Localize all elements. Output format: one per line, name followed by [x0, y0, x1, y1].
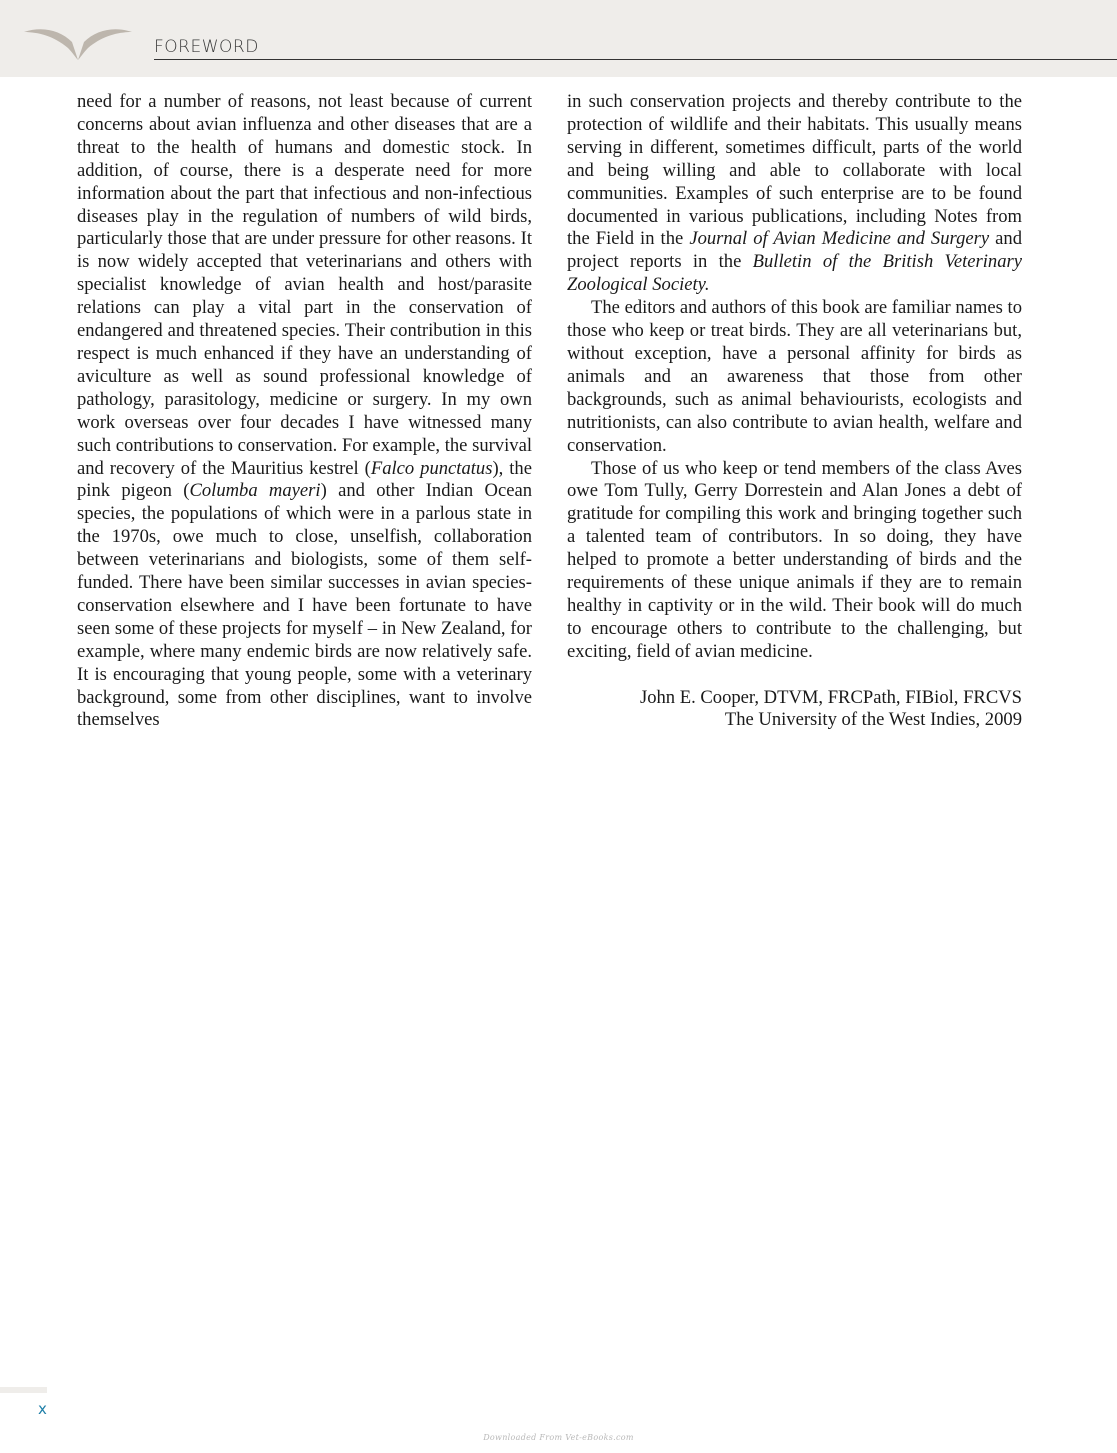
body-paragraph [77, 91, 532, 732]
page-tab-marker [0, 1387, 47, 1393]
text-column-right [567, 91, 1022, 732]
signature-name: John E. Cooper, DTVM, FRCPath, FIBiol, FRCVS [639, 686, 1022, 708]
italic-text: Falco punctatus [370, 457, 493, 479]
body-paragraph [567, 458, 1022, 664]
download-watermark: Downloaded From Vet-eBooks.com [483, 1433, 634, 1442]
text-run: need for a number of reasons, not least because of current concerns about avian influenza and other diseases that are a threat to the health of humans and domestic stock. In addition, of course, there is a desperate need for more information about the part that infectious and non-infectious diseases play in the regulation of numbers of wild birds, particularly those that are under pressure for other reasons. It is now widely accepted that veterinarians and others with specialist knowledge of avian health and host/parasite relations can play a vital part in the conservation of endangered and threatened species. Their contribution in this respect is much enhanced if they have an understanding of aviculture as well as sound professional knowledge of pathology, parasitology, medicine or surgery. In my own work overseas over four decades I have witnessed many such contributions to conservation. For example, the survival and recovery of the Mauritius kestrel ( [77, 91, 532, 479]
italic-text: Bulletin of the British Veterinary Zoological Society. [567, 251, 1022, 296]
italic-text: Columba mayeri [189, 480, 321, 502]
text-run: ) and other Indian Ocean species, the populations of which were in a parlous state in the 1970s, owe much to close, unselfish, collaboration between veterinarians and biologists, some of them self-funded. There have been similar successes in avian species-conservation elsewhere and I have been fortunate to have seen some of these projects for myself – in New Zealand, for example, where many endemic birds are now relatively safe. It is encouraging that young people, some with a veterinary background, some from other disciplines, want to involve themselves [77, 480, 532, 731]
text-run: The editors and authors of this book are familiar names to those who keep or treat birds. They are all veterinarians but, without exception, have a personal affinity for birds as animals and an awareness that those from other backgrounds, such as animal behaviourists, ecologists and nutritionists, can also contribute to avian health, welfare and conservation. [567, 297, 1022, 456]
text-run: Those of us who keep or tend members of the class Aves owe Tom Tully, Gerry Dorrestein and Alan Jones a debt of gratitude for compiling this work and bringing together such a talented team of contributors. In so doing, they have helped to promote a better understanding of birds and the requirements of these unique animals if they are to remain healthy in captivity or in the wild. Their book will do much to encourage others to contribute to the challenging, but exciting, field of avian medicine. [567, 457, 1022, 662]
body-paragraph [567, 297, 1022, 457]
bird-wings-logo-icon [22, 22, 134, 64]
text-run: ), the pink pigeon ( [77, 457, 532, 502]
text-column-left [77, 91, 532, 732]
section-label: FOREWORD [154, 37, 259, 57]
header-rule [154, 59, 1117, 60]
signature-block [567, 687, 1022, 733]
text-run: and project reports in the [567, 228, 1023, 273]
italic-text: Journal of Avian Medicine and Surgery [689, 228, 990, 250]
page-number: x [38, 1400, 47, 1418]
text-run: in such conservation projects and thereby contribute to the protection of wildlife and their habitats. This usually means serving in different, sometimes difficult, parts of the world and being willing and able to collaborate with local communities. Examples of such enterprise are to be found documented in various publications, including Notes from the Field in the [567, 91, 1022, 250]
body-paragraph [567, 91, 1022, 297]
signature-affiliation: The University of the West Indies, 2009 [724, 709, 1022, 731]
